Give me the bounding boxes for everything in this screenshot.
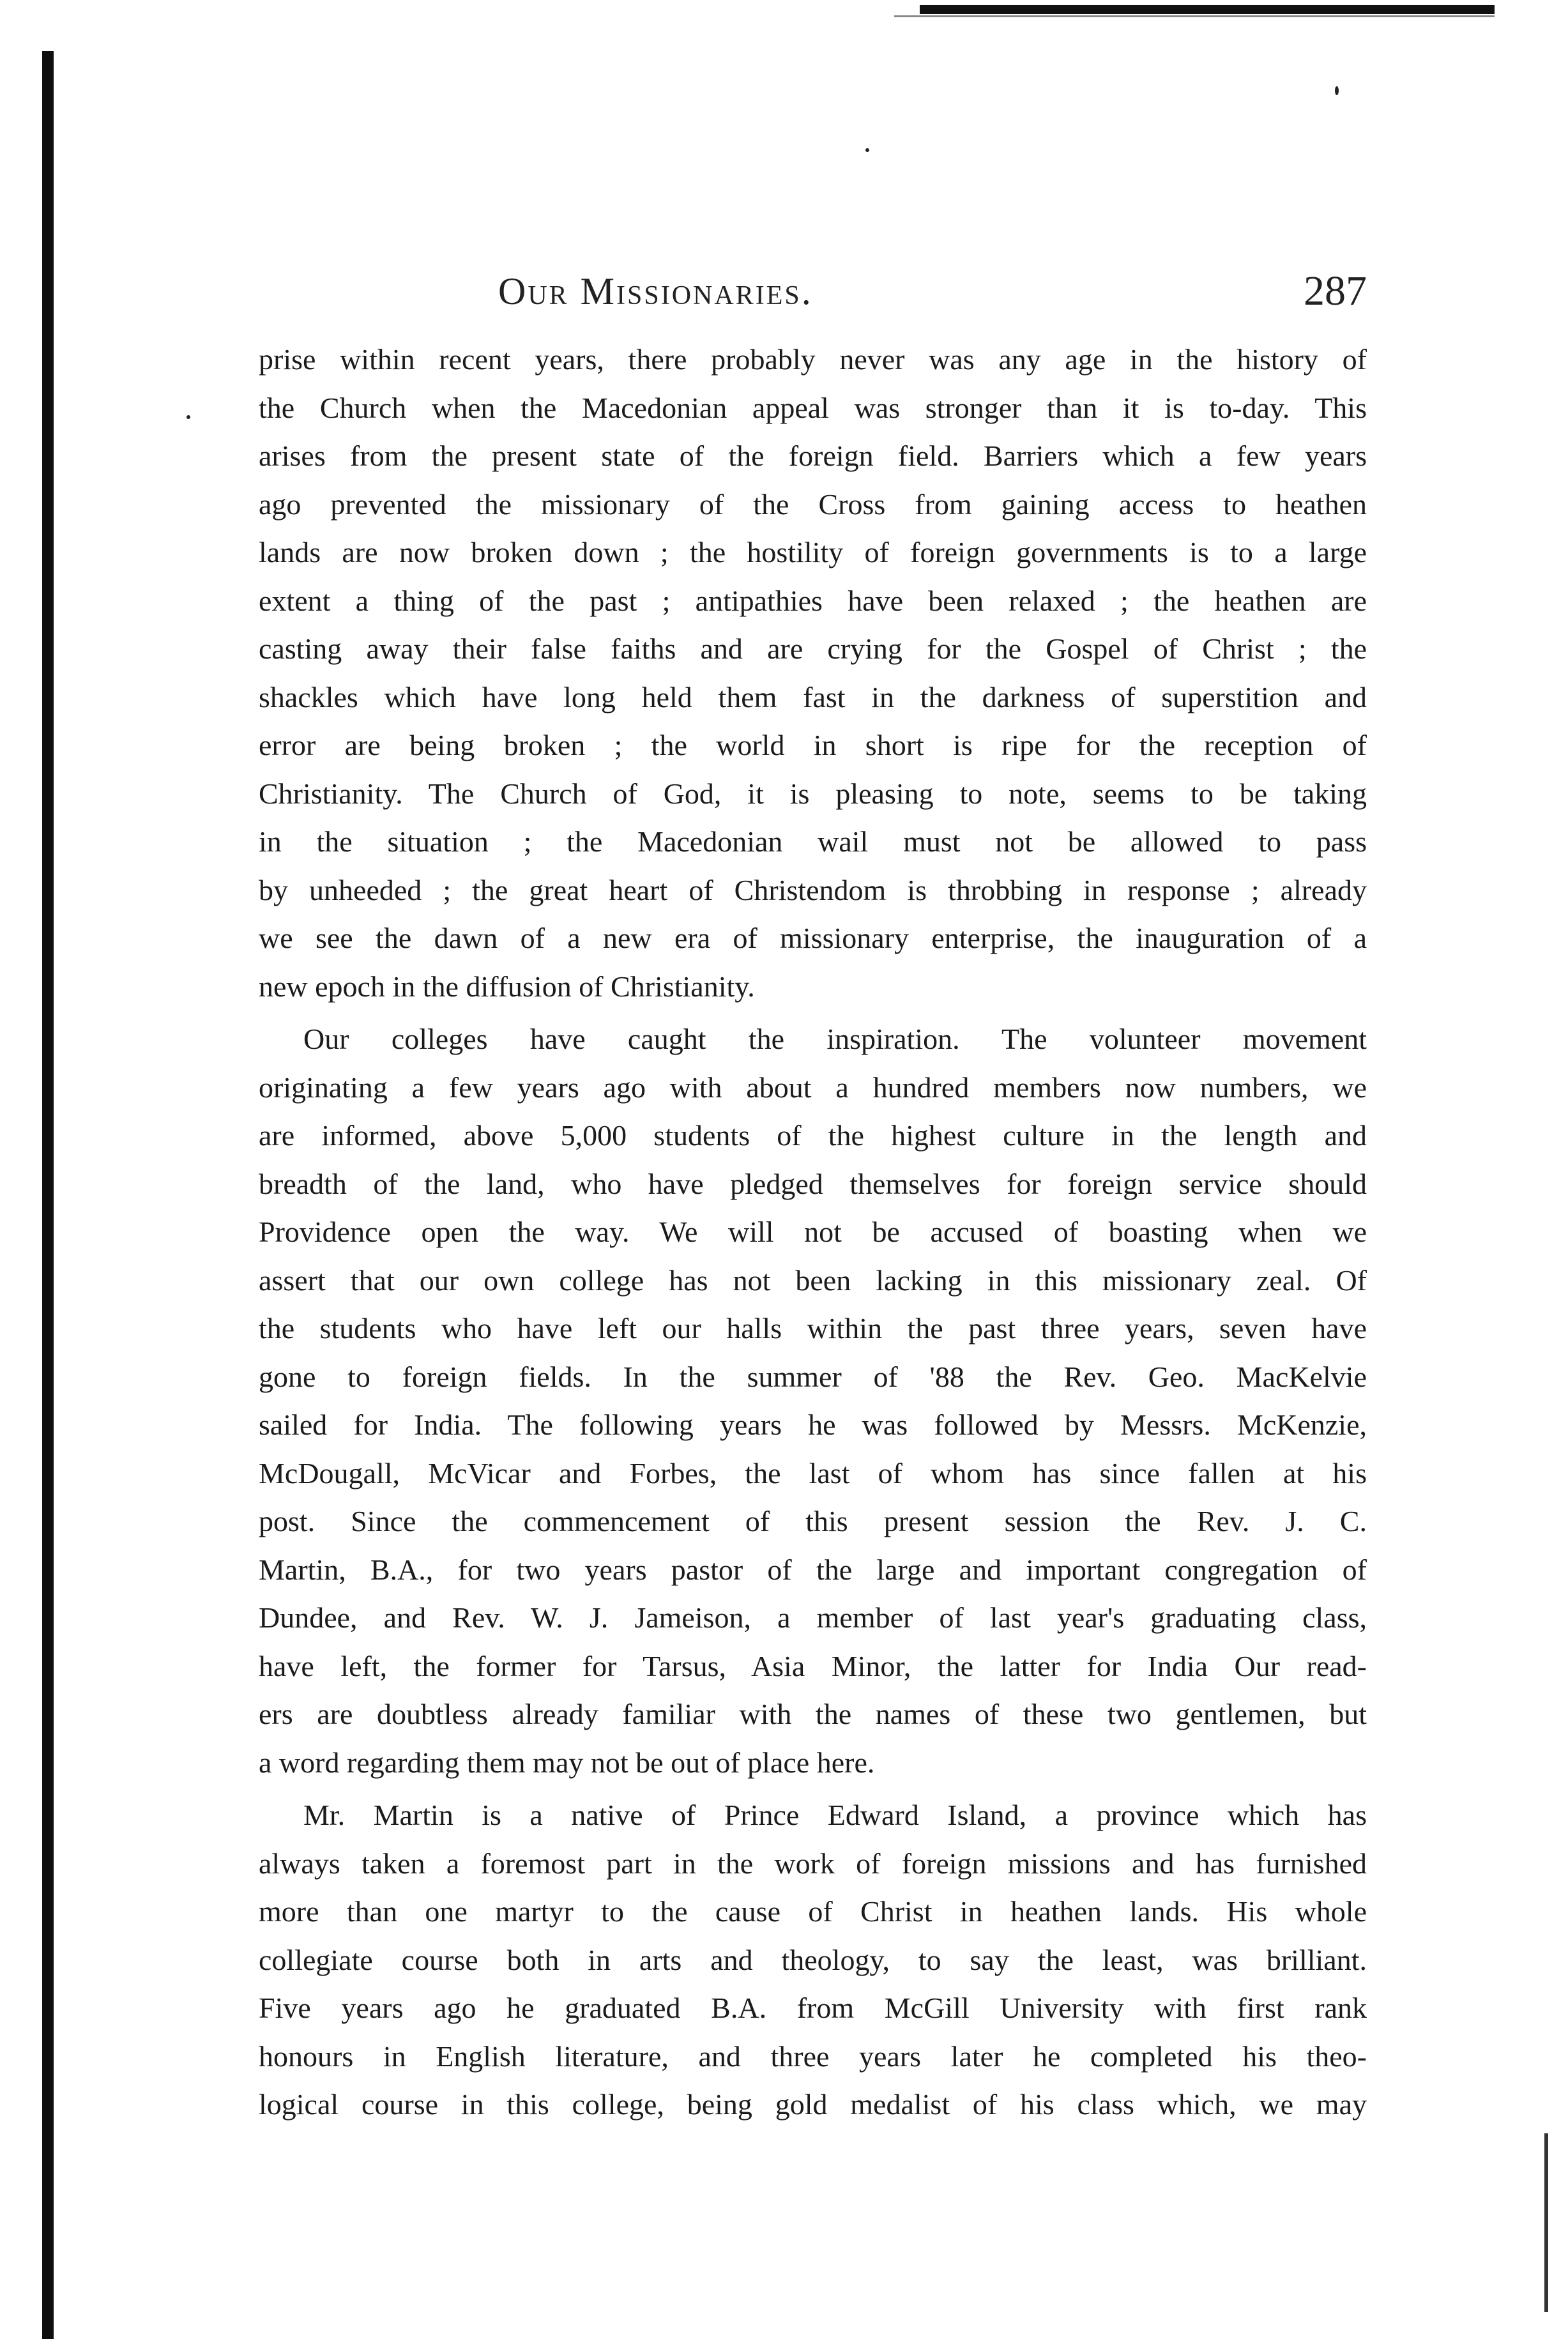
text-line: always taken a foremost part in the work of foreign missions and has furnished [259,1847,1367,1880]
text-line: prise within recent years, there probably never was any age in the history of [259,343,1367,376]
text-line: post. Since the commencement of this present session the Rev. J. C. [259,1505,1367,1537]
paragraph [259,335,1367,1010]
text-line: the students who have left our halls within the past three years, seven have [259,1312,1367,1345]
text-line: have left, the former for Tarsus, Asia Minor, the latter for India Our read- [259,1649,1367,1682]
text-line: Our colleges have caught the inspiration. The volunteer movement [303,1023,1367,1055]
scan-edge-mark [1544,2133,1548,2312]
text-line: error are being broken ; the world in short is ripe for the reception of [259,729,1367,761]
text-line: more than one martyr to the cause of Christ in heathen lands. His whole [259,1895,1367,1928]
text-line: shackles which have long held them fast in the darkness of superstition and [259,680,1367,713]
scan-binding-shadow [42,51,54,2339]
text-line: sailed for India. The following years he was followed by Messrs. McKenzie, [259,1408,1367,1441]
scan-edge-line [920,5,1495,14]
text-line: we see the dawn of a new era of missionary enterprise, the inauguration of a [259,922,1367,954]
text-line: logical course in this college, being gold medalist of his class which, we may [259,2088,1367,2121]
text-line: McDougall, McVicar and Forbes, the last of whom has since fallen at his [259,1456,1367,1489]
text-line: ers are doubtless already familiar with the names of these two gentlemen, but [259,1698,1367,1730]
text-line: casting away their false faiths and are crying for the Gospel of Christ ; the [259,632,1367,665]
scan-speck [186,415,190,419]
scan-edge-line-faint [894,15,1495,17]
text-line: Martin, B.A., for two years pastor of the large and important congregation of [259,1553,1367,1586]
text-line: are informed, above 5,000 students of the highest culture in the length and [259,1119,1367,1152]
scan-speck [1335,86,1339,95]
text-line: breadth of the land, who have pledged themselves for foreign service should [259,1167,1367,1200]
text-line: new epoch in the diffusion of Christianity. [259,970,755,1003]
text-line: Five years ago he graduated B.A. from McGill University with first rank [259,1992,1367,2024]
text-line: a word regarding them may not be out of place here. [259,1746,875,1779]
paragraph [259,1015,1367,1787]
text-line: assert that our own college has not been lacking in this missionary zeal. Of [259,1263,1367,1297]
scan-speck [865,148,869,152]
text-line: collegiate course both in arts and theology, to say the least, was brilliant. [259,1943,1367,1976]
text-line: in the situation ; the Macedonian wail must not be allowed to pass [259,825,1367,858]
paragraph [259,1791,1367,2129]
text-line: the Church when the Macedonian appeal was stronger than it is to-day. This [259,391,1367,424]
text-line: Dundee, and Rev. W. J. Jameison, a member of last year's graduating class, [259,1601,1367,1634]
text-line: extent a thing of the past ; antipathies have been relaxed ; the heathen are [259,584,1367,617]
text-line: Mr. Martin is a native of Prince Edward Island, a province which has [303,1799,1367,1831]
text-line: ago prevented the missionary of the Cross from gaining access to heathen [259,487,1367,521]
text-line: honours in English literature, and three years later he completed his theo- [259,2039,1367,2073]
text-line: gone to foreign fields. In the summer of '88 the Rev. Geo. MacKelvie [259,1360,1367,1393]
page-number: 287 [1304,268,1367,314]
text-line: lands are now broken down ; the hostility of foreign governments is to a large [259,536,1367,568]
text-line: Christianity. The Church of God, it is pleasing to note, seems to be taking [259,777,1367,810]
text-line: by unheeded ; the great heart of Christendom is throbbing in response ; already [259,873,1367,906]
text-line: originating a few years ago with about a hundred members now numbers, we [259,1070,1367,1104]
text-line: arises from the present state of the foreign field. Barriers which a few years [259,439,1367,472]
page-header [230,255,1367,326]
body-text [259,335,1367,2188]
running-title: Our Missionaries. [498,270,813,312]
text-line: Providence open the way. We will not be accused of boasting when we [259,1215,1367,1248]
